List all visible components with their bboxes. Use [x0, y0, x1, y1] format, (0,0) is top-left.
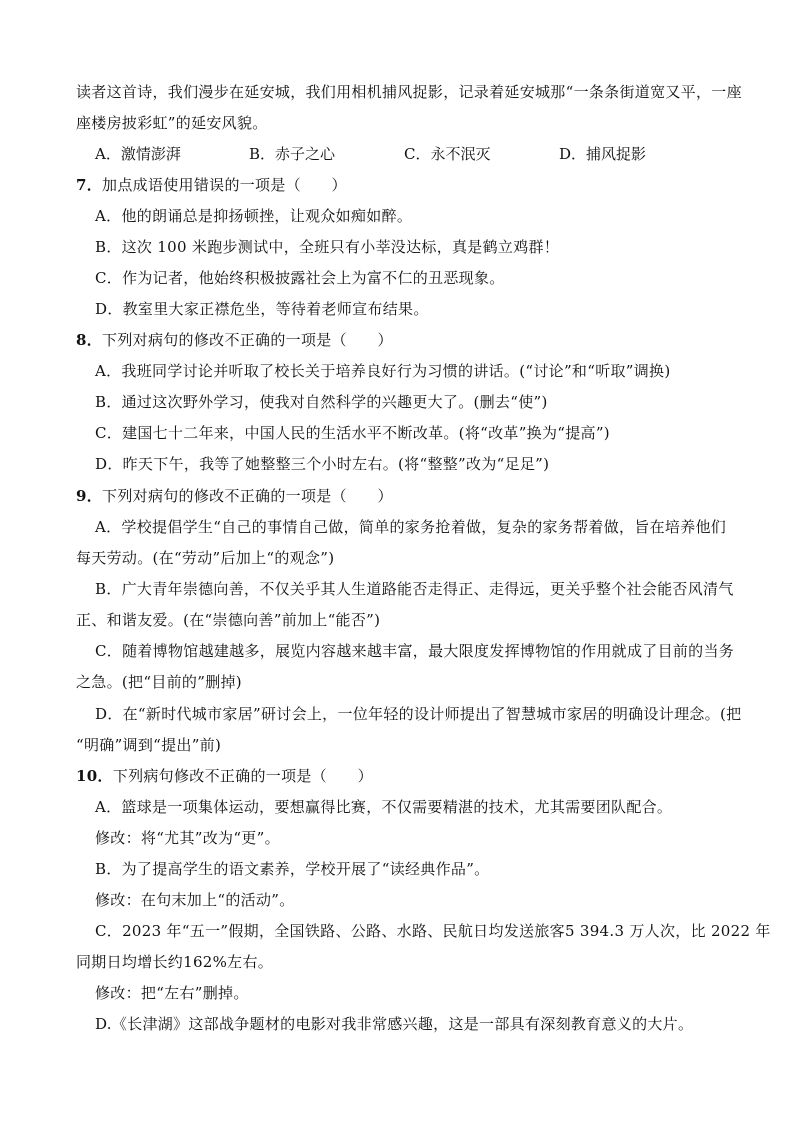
- q9-stem: [76, 486, 726, 506]
- q9-stem-text: 下列对病句的修改不正确的一项是（ ）: [102, 487, 393, 505]
- q7-option-c: C．作为记者，他始终积极披露社会上为富不仁的丑恶现象。: [95, 269, 505, 287]
- q9-number: 9．: [76, 487, 103, 505]
- q7-option-d: D．教室里大家正襟危坐，等待着老师宣布结果。: [95, 300, 429, 318]
- q7-option-a: A．他的朗诵总是抑扬顿挫，让观众如痴如醉。: [95, 207, 413, 225]
- q9-option-c-line-2: 之急。(把“目前的”删掉): [76, 673, 242, 691]
- q10-stem: [76, 766, 726, 786]
- q6-option-b: B．赤子之心: [249, 145, 336, 163]
- q10-option-b-fix: 修改：在句末加上“的活动”。: [95, 891, 295, 909]
- q6-option-d: D．捕风捉影: [559, 145, 647, 163]
- q10-stem-text: 下列病句修改不正确的一项是（ ）: [112, 767, 373, 785]
- q9-option-c-line-1: C．随着博物馆越建越多，展览内容越来越丰富，最大限度发挥博物馆的作用就成了目前的当务: [95, 642, 735, 660]
- q9-option-a-line-2: 每天劳动。(在“劳动”后加上“的观念”): [76, 549, 335, 567]
- q7-option-b: B．这次 100 米跑步测试中，全班只有小莘没达标，真是鹤立鸡群！: [95, 238, 560, 256]
- q6-option-c: C．永不泯灭: [404, 145, 491, 163]
- q10-option-c-line-1: C．2023 年“五一”假期，全国铁路、公路、水路、民航日均发送旅客5 394.3 万人次，比 2022 年: [95, 922, 771, 940]
- q10-option-c-line-2: 同期日均增长约162%左右。: [76, 953, 274, 971]
- q8-stem: [76, 330, 726, 350]
- q9-option-a-line-1: A．学校提倡学生“自己的事情自己做，简单的家务抢着做，复杂的家务帮着做，旨在培养他们: [95, 518, 727, 536]
- q9-option-d-line-2: “明确”调到“提出”前): [76, 736, 222, 754]
- q10-option-b: B．为了提高学生的语文素养，学校开展了“读经典作品”。: [95, 860, 490, 878]
- q8-stem-text: 下列对病句的修改不正确的一项是（ ）: [102, 331, 393, 349]
- q9-option-d-line-1: D．在“新时代城市家居”研讨会上，一位年轻的设计师提出了智慧城市家居的明确设计理念。(把: [95, 705, 742, 723]
- q8-option-b: B．通过这次野外学习，使我对自然科学的兴趣更大了。(删去“使”): [95, 393, 548, 411]
- q8-option-a: A．我班同学讨论并听取了校长关于培养良好行为习惯的讲话。(“讨论”和“听取”调换): [95, 362, 671, 380]
- q10-option-a: A．篮球是一项集体运动，要想赢得比赛，不仅需要精湛的技术，尤其需要团队配合。: [95, 798, 673, 816]
- q9-option-b-line-2: 正、和谐友爱。(在“崇德向善”前加上“能否”): [76, 611, 381, 629]
- q10-option-c-fix: 修改：把“左右”删掉。: [95, 984, 249, 1002]
- q10-option-a-fix: 修改：将“尤其”改为“更”。: [95, 829, 280, 847]
- q7-stem-text: 加点成语使用错误的一项是（ ）: [102, 176, 347, 194]
- q9-option-b-line-1: B．广大青年崇德向善，不仅关乎其人生道路能否走得正、走得远，更关乎整个社会能否风清气: [95, 580, 734, 598]
- q10-option-d: D.《长津湖》这部战争题材的电影对我非常感兴趣，这是一部具有深刻教育意义的大片。: [95, 1015, 694, 1033]
- q8-option-c: C．建国七十二年来，中国人民的生活水平不断改革。(将“改革”换为“提高”): [95, 424, 610, 442]
- passage-line-2: 座楼房披彩虹”的延安风貌。: [76, 114, 268, 132]
- q7-stem: [76, 175, 726, 195]
- q8-option-d: D．昨天下午，我等了她整整三个小时左右。(将“整整”改为“足足”): [95, 455, 550, 473]
- q8-number: 8．: [76, 331, 103, 349]
- passage-line-1: 读者这首诗，我们漫步在延安城，我们用相机捕风捉影，记录着延安城那“一条条街道宽又平，一座: [76, 83, 742, 101]
- q10-number: 10．: [76, 767, 113, 785]
- q6-option-a: A．激情澎湃: [95, 145, 181, 163]
- q7-number: 7．: [76, 176, 103, 194]
